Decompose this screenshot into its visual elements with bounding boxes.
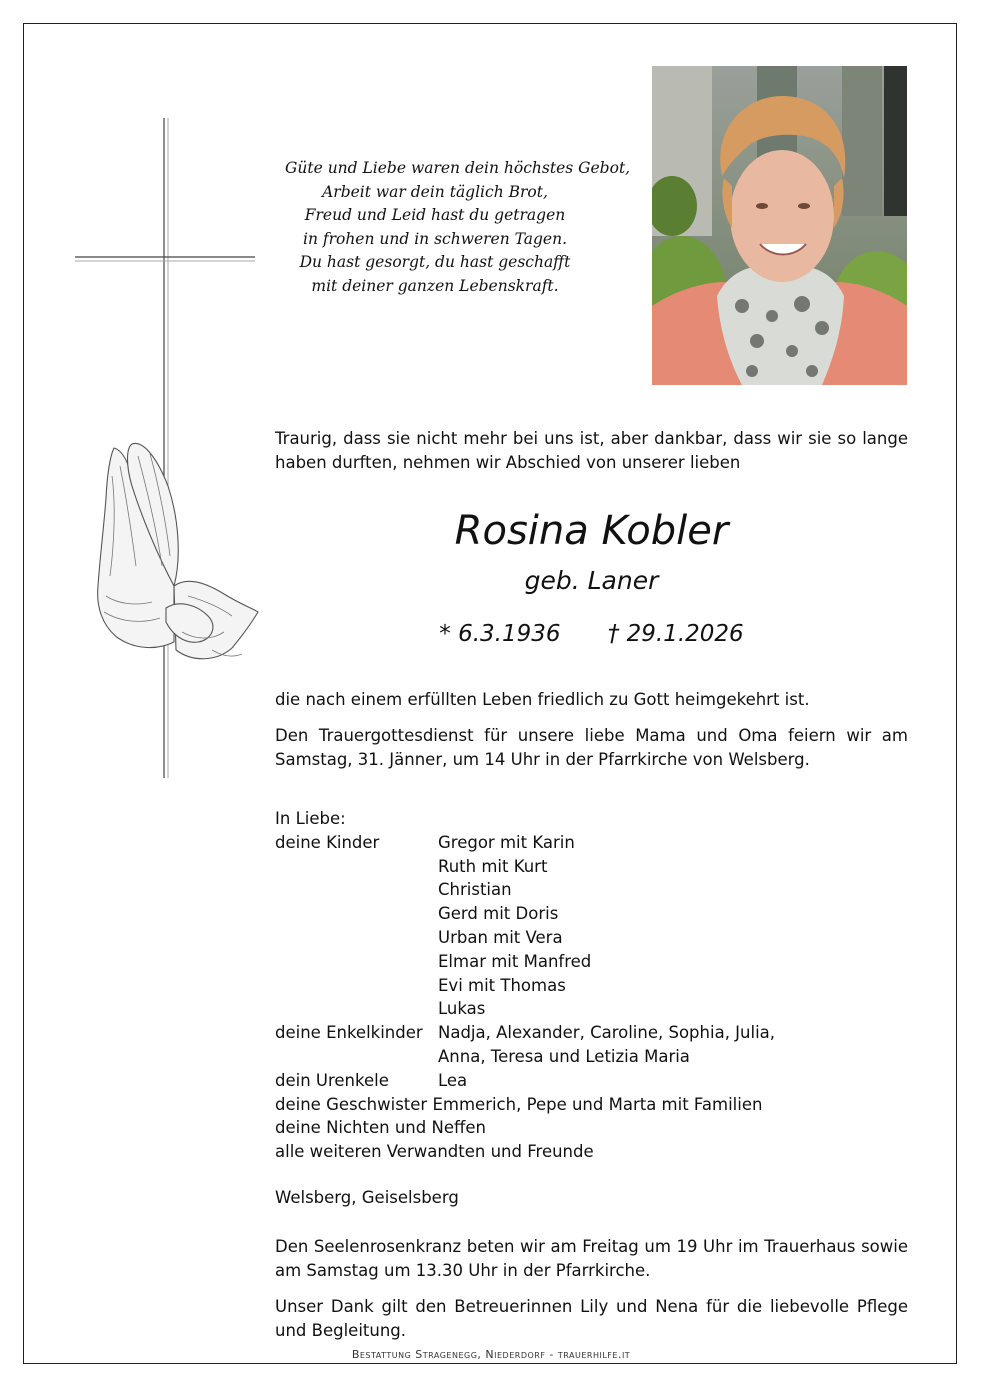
grandchildren-entry: Anna, Teresa und Letizia Maria (438, 1046, 690, 1066)
rosary-text: Den Seelenrosenkranz beten wir am Freitag um 19 Uhr im Trauerhaus sowie am Samstag um 13.30 Uhr in der Pfarrkirche. (275, 1237, 908, 1280)
thanks-text: Unser Dank gilt den Betreuerinnen Lily und Nena für die liebevolle Pflege und Begleitung. (275, 1297, 908, 1340)
list-item (275, 926, 908, 950)
praying-hands-icon (92, 436, 260, 666)
others-entry: alle weiteren Verwandten und Freunde (275, 1142, 594, 1162)
list-item (275, 855, 908, 879)
service-text: Den Trauergottesdienst für unsere liebe Mama und Oma feiern wir am Samstag, 31. Jänner, um 14 Uhr in der Pfarrkirche von Welsberg. (275, 726, 908, 769)
list-item (275, 1021, 908, 1045)
grandchildren-label: deine Enkelkinder (275, 1023, 423, 1043)
place-text: Welsberg, Geiselsberg (275, 1188, 459, 1207)
list-item (275, 950, 908, 974)
poem-line: Freud und Leid hast du getragen (304, 206, 566, 224)
great-grandchild-entry: Lea (438, 1070, 468, 1090)
footer-credit: Bestattung Stragenegg, Niederdorf - trauerhilfe.it (351, 1348, 631, 1361)
children-label: deine Kinder (275, 832, 380, 852)
poem-line: in frohen und in schweren Tagen. (302, 229, 568, 248)
poem-line: mit deiner ganzen Lebenskraft. (311, 276, 559, 295)
child-entry: Ruth mit Kurt (438, 856, 548, 876)
intro-text: Traurig, dass sie nicht mehr bei uns ist, aber dankbar, dass wir sie so lange haben durften, nehmen wir Abschied von unserer lieben (275, 429, 908, 472)
list-item (275, 997, 908, 1021)
deceased-name: Rosina Kobler (454, 508, 729, 554)
list-item (275, 831, 908, 855)
child-entry: Gerd mit Doris (438, 904, 559, 924)
siblings-entry: Emmerich, Pepe und Marta mit Familien (432, 1094, 763, 1114)
maiden-name: geb. Laner (524, 566, 659, 595)
child-entry: Gregor mit Karin (438, 832, 575, 852)
poem-line: Arbeit war dein täglich Brot, (322, 182, 548, 201)
poem-line: Du hast gesorgt, du hast geschafft (299, 253, 571, 271)
list-item (275, 1093, 908, 1117)
list-item (275, 1045, 908, 1069)
siblings-label: deine Geschwister (275, 1094, 428, 1114)
child-entry: Evi mit Thomas (438, 975, 566, 995)
list-item (275, 878, 908, 902)
life-dates (275, 621, 908, 647)
great-grandchild-label: dein Urenkele (275, 1070, 389, 1090)
poem-line: Güte und Liebe waren dein höchstes Gebot, (285, 159, 631, 177)
after-name-text: die nach einem erfüllten Leben friedlich zu Gott heimgekehrt ist. (275, 690, 810, 709)
mourners-list (275, 807, 908, 1164)
child-entry: Urban mit Vera (438, 927, 563, 947)
mourners-heading: In Liebe: (275, 809, 346, 828)
child-entry: Lukas (438, 999, 486, 1019)
child-entry: Elmar mit Manfred (438, 951, 592, 971)
list-item (275, 902, 908, 926)
grandchildren-entry: Nadja, Alexander, Caroline, Sophia, Julia, (438, 1023, 776, 1043)
birth-date: * 6.3.1936 (439, 621, 561, 647)
portrait-photo (652, 66, 907, 385)
list-item (275, 974, 908, 998)
nieces-entry: deine Nichten und Neffen (275, 1118, 486, 1138)
list-item (275, 1069, 908, 1093)
memorial-poem (285, 157, 631, 298)
death-date: † 29.1.2026 (607, 621, 744, 647)
child-entry: Christian (438, 880, 512, 900)
